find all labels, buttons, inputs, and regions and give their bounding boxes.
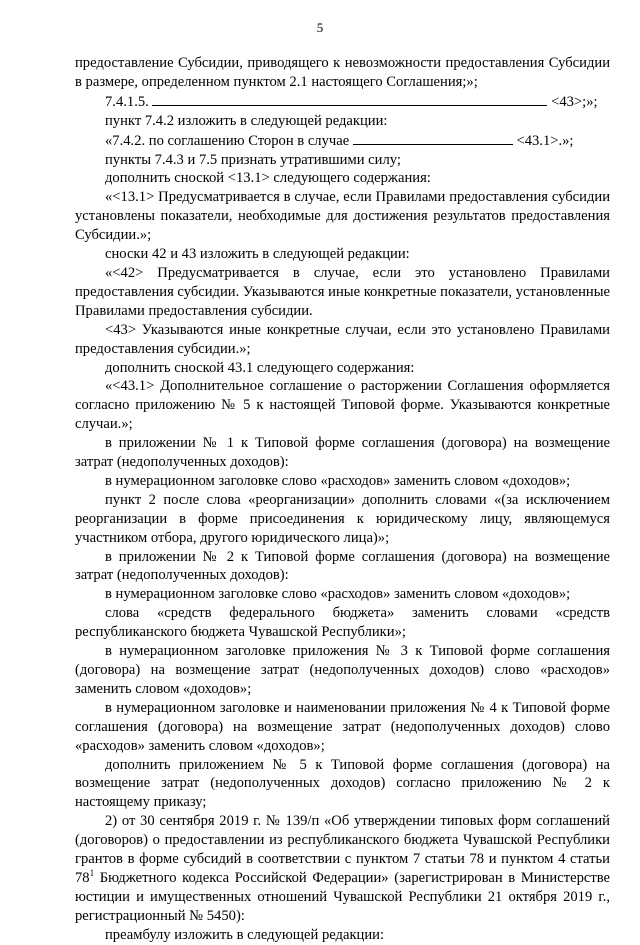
- paragraph: в приложении № 1 к Типовой форме соглашения (договора) на возмещение затрат (недополученных доходов):: [75, 435, 610, 471]
- paragraph: дополнить сноской <13.1> следующего содержания:: [105, 170, 431, 187]
- paragraph: дополнить приложением № 5 к Типовой форме соглашения (договора) на возмещение затрат (недополученных доходов) согласно приложению № 2 к настоящему приказу;: [75, 756, 610, 811]
- paragraph: <43> Указываются иные конкретные случаи, если это установлено Правилами предоставления субсидии.»;: [75, 321, 610, 357]
- paragraph: пункт 7.4.2 изложить в следующей редакции:: [105, 112, 388, 129]
- paragraph: пункты 7.4.3 и 7.5 признать утратившими силу;: [105, 151, 401, 168]
- paragraph: сноски 42 и 43 изложить в следующей редакции:: [105, 246, 410, 263]
- paragraph: слова «средств федерального бюджета» заменить словами «средств республиканского бюджета Чувашской Республики»;: [75, 605, 610, 641]
- superscript: 1: [89, 868, 95, 879]
- document-body: [75, 54, 610, 945]
- paragraph: дополнить сноской 43.1 следующего содержания:: [105, 359, 415, 376]
- paragraph-with-blank: [75, 131, 610, 151]
- paragraph-with-blank: [75, 92, 610, 112]
- blank-line: [152, 92, 547, 106]
- blank-line: [353, 131, 513, 145]
- paragraph-text: 7.4.1.5.: [105, 93, 149, 110]
- paragraph-text: 2) от 30 сентября 2019 г. № 139/п «Об утверждении типовых форм соглашений (договоров) о предоставлении из республиканского бюджета Чувашской Республики грантов в форме субсидий в соответствии с пунктом 7 статьи 78 и пунктом 4 статьи 78: [75, 813, 610, 886]
- paragraph: [75, 812, 610, 925]
- paragraph-text: <43.1>.»;: [516, 132, 574, 149]
- paragraph: «<42> Предусматривается в случае, если это установлено Правилами предоставления субсидии. Указываются иные конкретные показатели, установленные Правилами предоставления субсидии.: [75, 264, 610, 319]
- paragraph-text: «7.4.2. по соглашению Сторон в случае: [105, 132, 350, 149]
- paragraph: «<13.1> Предусматривается в случае, если Правилами предоставления субсидии установлены показатели, необходимые для достижения результатов предоставления Субсидии.»;: [75, 189, 610, 244]
- paragraph: преамбулу изложить в следующей редакции:: [105, 926, 385, 943]
- paragraph: «<43.1> Дополнительное соглашение о расторжении Соглашения оформляется согласно приложению № 5 к настоящей Типовой форме. Указываются конкретные случаи.»;: [75, 378, 610, 433]
- paragraph: в нумерационном заголовке и наименовании приложения № 4 к Типовой форме соглашения (договора) на возмещение затрат (недополученных доходов) слово «расходов» заменить словом «доходов»;: [75, 699, 610, 754]
- paragraph: в нумерационном заголовке слово «расходов» заменить словом «доходов»;: [105, 472, 571, 489]
- paragraph: в нумерационном заголовке приложения № 3 к Типовой форме соглашения (договора) на возмещение затрат (недополученных доходов) слово «расходов» заменить словом «доходов»;: [75, 643, 610, 697]
- paragraph: в нумерационном заголовке слово «расходов» заменить словом «доходов»;: [105, 586, 571, 603]
- page-number: 5: [316, 20, 324, 35]
- paragraph: предоставление Субсидии, приводящего к невозможности предоставления Субсидии в размере, определенном пунктом 2.1 настоящего Соглашения;»;: [75, 55, 610, 90]
- paragraph-text: <43>;»;: [551, 93, 598, 110]
- paragraph: в приложении № 2 к Типовой форме соглашения (договора) на возмещение затрат (недополученных доходов):: [75, 548, 610, 584]
- paragraph: пункт 2 после слова «реорганизации» дополнить словами «(за исключением реорганизации в форме присоединения к юридическому лицу, являющемуся участником отбора, другого юридического лица)»;: [75, 491, 610, 546]
- paragraph-text: Бюджетного кодекса Российской Федерации» (зарегистрирован в Министерстве юстиции и имущественных отношений Чувашской Республики 21 октября 2019 г., регистрационный № 5450):: [75, 869, 610, 924]
